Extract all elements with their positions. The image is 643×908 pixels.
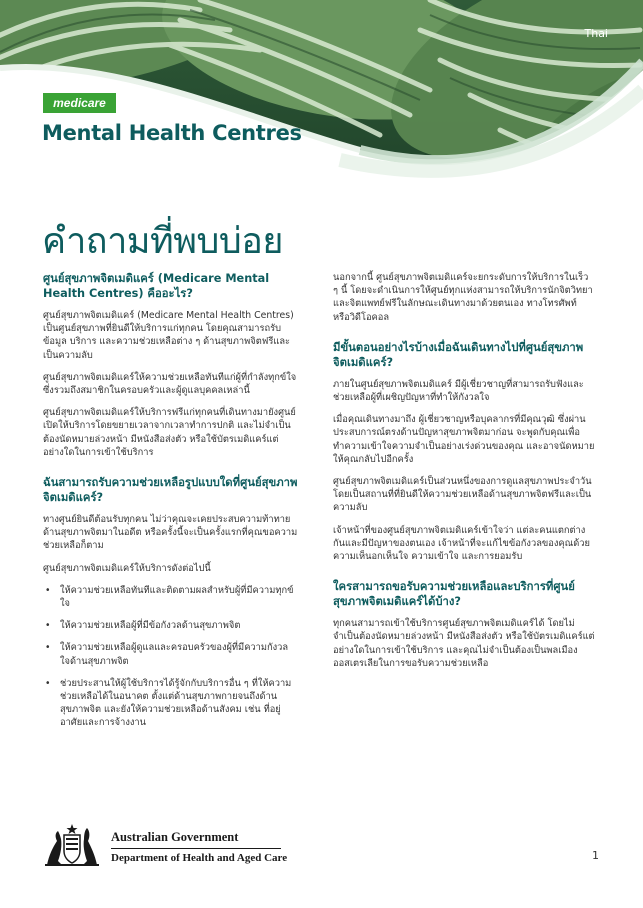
paragraph: ภายในศูนย์สุขภาพจิตเมดิแคร์ มีผู้เชี่ยวชาญที่สามารถรับฟังและช่วยเหลือผู้ที่เผชิญปัญหาที่ทำให้กังวลใจ xyxy=(333,378,584,404)
section-continued xyxy=(333,271,596,324)
bullet-icon: • xyxy=(45,584,51,596)
paragraph: ทุกคนสามารถเข้าใช้บริการศูนย์สุขภาพจิตเมดิแคร์ได้ โดยไม่จำเป็นต้องนัดหมายล่วงหน้า มีหนังสือส่งตัว หรือใช้บัตรเมดิแคร์แต่อย่างใดในการเข้าใช้บริการ และคุณไม่จำเป็นต้องเป็นพลเมืองออสเตรเลียในการขอรับความช่วยเหลือ xyxy=(333,618,595,669)
program-title: Mental Health Centres xyxy=(42,121,302,145)
section-heading: มีขั้นตอนอย่างไรบ้างเมื่อฉันเดินทางไปที่ศูนย์สุขภาพจิตเมดิแคร์? xyxy=(333,340,584,369)
list-item-text: ให้ความช่วยเหลือทันทีและติดตามผลสำหรับผู้ที่มีความทุกข์ใจ xyxy=(60,584,294,610)
government-name: Australian Government xyxy=(111,830,239,844)
paragraph: ศูนย์สุขภาพจิตเมดิแคร์ให้ความช่วยเหลือทันทีแก่ผู้ที่กำลังทุกข์ใจ ซึ่งรวมถึงสมาชิกในครอบครัวและผู้ดูแลบุคคลเหล่านี้ xyxy=(43,371,297,397)
list-item-text: ให้ความช่วยเหลือผู้ที่มีข้อกังวลด้านสุขภาพจิต xyxy=(60,620,241,632)
list-item xyxy=(43,677,298,730)
department-name: Department of Health and Aged Care xyxy=(111,852,288,864)
list-item-text: ให้ความช่วยเหลือผู้ดูแลและครอบครัวของผู้ที่มีความกังวลใจด้านสุขภาพจิต xyxy=(60,642,289,667)
coat-of-arms-icon xyxy=(43,821,101,867)
paragraph: ศูนย์สุขภาพจิตเมดิแคร์ให้บริการฟรีแก่ทุกคนที่เดินทางมายังศูนย์ เปิดให้บริการโดยขยายเวลาจากเวลาทำการปกติ และไม่จำเป็นต้องนัดหมายล่วงหน้า มีหนังสือส่งตัว หรือใช้บัตรเมดิแคร์แต่อย่างใดในการเข้าใช้บริการ xyxy=(43,407,296,458)
section-what-are-centres xyxy=(43,271,298,459)
bullet-icon: • xyxy=(45,620,51,632)
list-item xyxy=(43,584,298,610)
paragraph: ศูนย์สุขภาพจิตเมดิแคร์ให้บริการดังต่อไปนี้ xyxy=(43,562,211,574)
right-column xyxy=(333,271,596,679)
section-support-types xyxy=(43,475,298,730)
medicare-logo: medicare xyxy=(43,93,116,113)
section-what-happens xyxy=(333,340,596,563)
bullet-icon: • xyxy=(45,677,51,689)
services-list xyxy=(43,584,298,730)
government-footer xyxy=(43,821,288,867)
section-heading: ฉันสามารถรับความช่วยเหลือรูปแบบใดที่ศูนย์สุขภาพจิตเมดิแคร์? xyxy=(43,476,298,505)
paragraph: เจ้าหน้าที่ของศูนย์สุขภาพจิตเมดิแคร์เข้าใจว่า แต่ละคนแตกต่างกันและมีปัญหาของตนเอง เจ้าหน้าที่จะแก้ไขข้อกังวลของคุณด้วยความเห็นอกเห็นใจ ความเข้าใจ และการยอมรับ xyxy=(333,524,590,563)
list-item-text: ช่วยประสานให้ผู้ใช้บริการได้รู้จักกับบริการอื่น ๆ ที่ให้ความช่วยเหลือได้ในอนาคต ตั้งแต่ด้านสุขภาพกายจนถึงด้านสุขภาพจิต และยังให้ความช่วยเหลือด้านสังคม เช่น ที่อยู่อาศัยและการจ้างงาน xyxy=(60,677,292,729)
section-heading: ศูนย์สุขภาพจิตเมดิแคร์ (Medicare Mental Health Centres) คืออะไร? xyxy=(43,272,270,300)
section-who-can-access xyxy=(333,579,596,670)
divider xyxy=(111,848,281,849)
paragraph: ศูนย์สุขภาพจิตเมดิแคร์เป็นส่วนหนึ่งของการดูแลสุขภาพประจำวัน โดยเป็นสถานที่ที่ยินดีให้ความช่วยเหลือด้านสุขภาพจิตฟรีและเป็นความลับ xyxy=(333,476,592,514)
bullet-icon: • xyxy=(45,642,51,654)
page-number: 1 xyxy=(592,849,599,862)
left-column xyxy=(43,271,298,739)
list-item xyxy=(43,619,298,632)
section-heading: ใครสามารถขอรับความช่วยเหลือและบริการที่ศูนย์สุขภาพจิตเมดิแคร์ได้บ้าง? xyxy=(333,580,575,609)
paragraph: เมื่อคุณเดินทางมาถึง ผู้เชี่ยวชาญหรือบุคลากรที่มีคุณวุฒิ ซึ่งผ่านประสบการณ์ตรงด้านปัญหาสุขภาพจิตมาก่อน จะพูดกับคุณเพื่อทำความเข้าใจความจำเป็นอย่างเร่งด่วนของคุณ และอาจนัดหมายให้คุณกลับไปอีกครั้ง xyxy=(333,414,595,465)
list-item xyxy=(43,641,298,667)
page-title: คำถามที่พบบ่อย xyxy=(42,221,283,262)
paragraph: ศูนย์สุขภาพจิตเมดิแคร์ (Medicare Mental Health Centres) เป็นศูนย์สุขภาพที่ยินดีให้บริการแก่ทุกคน โดยคุณสามารถรับข้อมูล บริการ และความช่วยเหลือต่าง ๆ ด้านสุขภาพจิตฟรีและเป็นความลับ xyxy=(43,310,294,361)
paragraph: นอกจากนี้ ศูนย์สุขภาพจิตเมดิแคร์จะยกระดับการให้บริการในเร็ว ๆ นี้ โดยจะดำเนินการให้ศูนย์ทุกแห่งสามารถให้บริการนักจิตวิทยาและจิตแพทย์ฟรีในลักษณะเดินทางมาด้วยตนเอง ทางโทรศัพท์ หรือวิดีโอคอล xyxy=(333,272,593,323)
paragraph: ทางศูนย์ยินดีต้อนรับทุกคน ไม่ว่าคุณจะเคยประสบความท้าทายด้านสุขภาพจิตมาในอดีต หรือครั้งนี้จะเป็นครั้งแรกที่คุณขอความช่วยเหลือก็ตาม xyxy=(43,514,298,552)
language-label: Thai xyxy=(584,27,608,40)
